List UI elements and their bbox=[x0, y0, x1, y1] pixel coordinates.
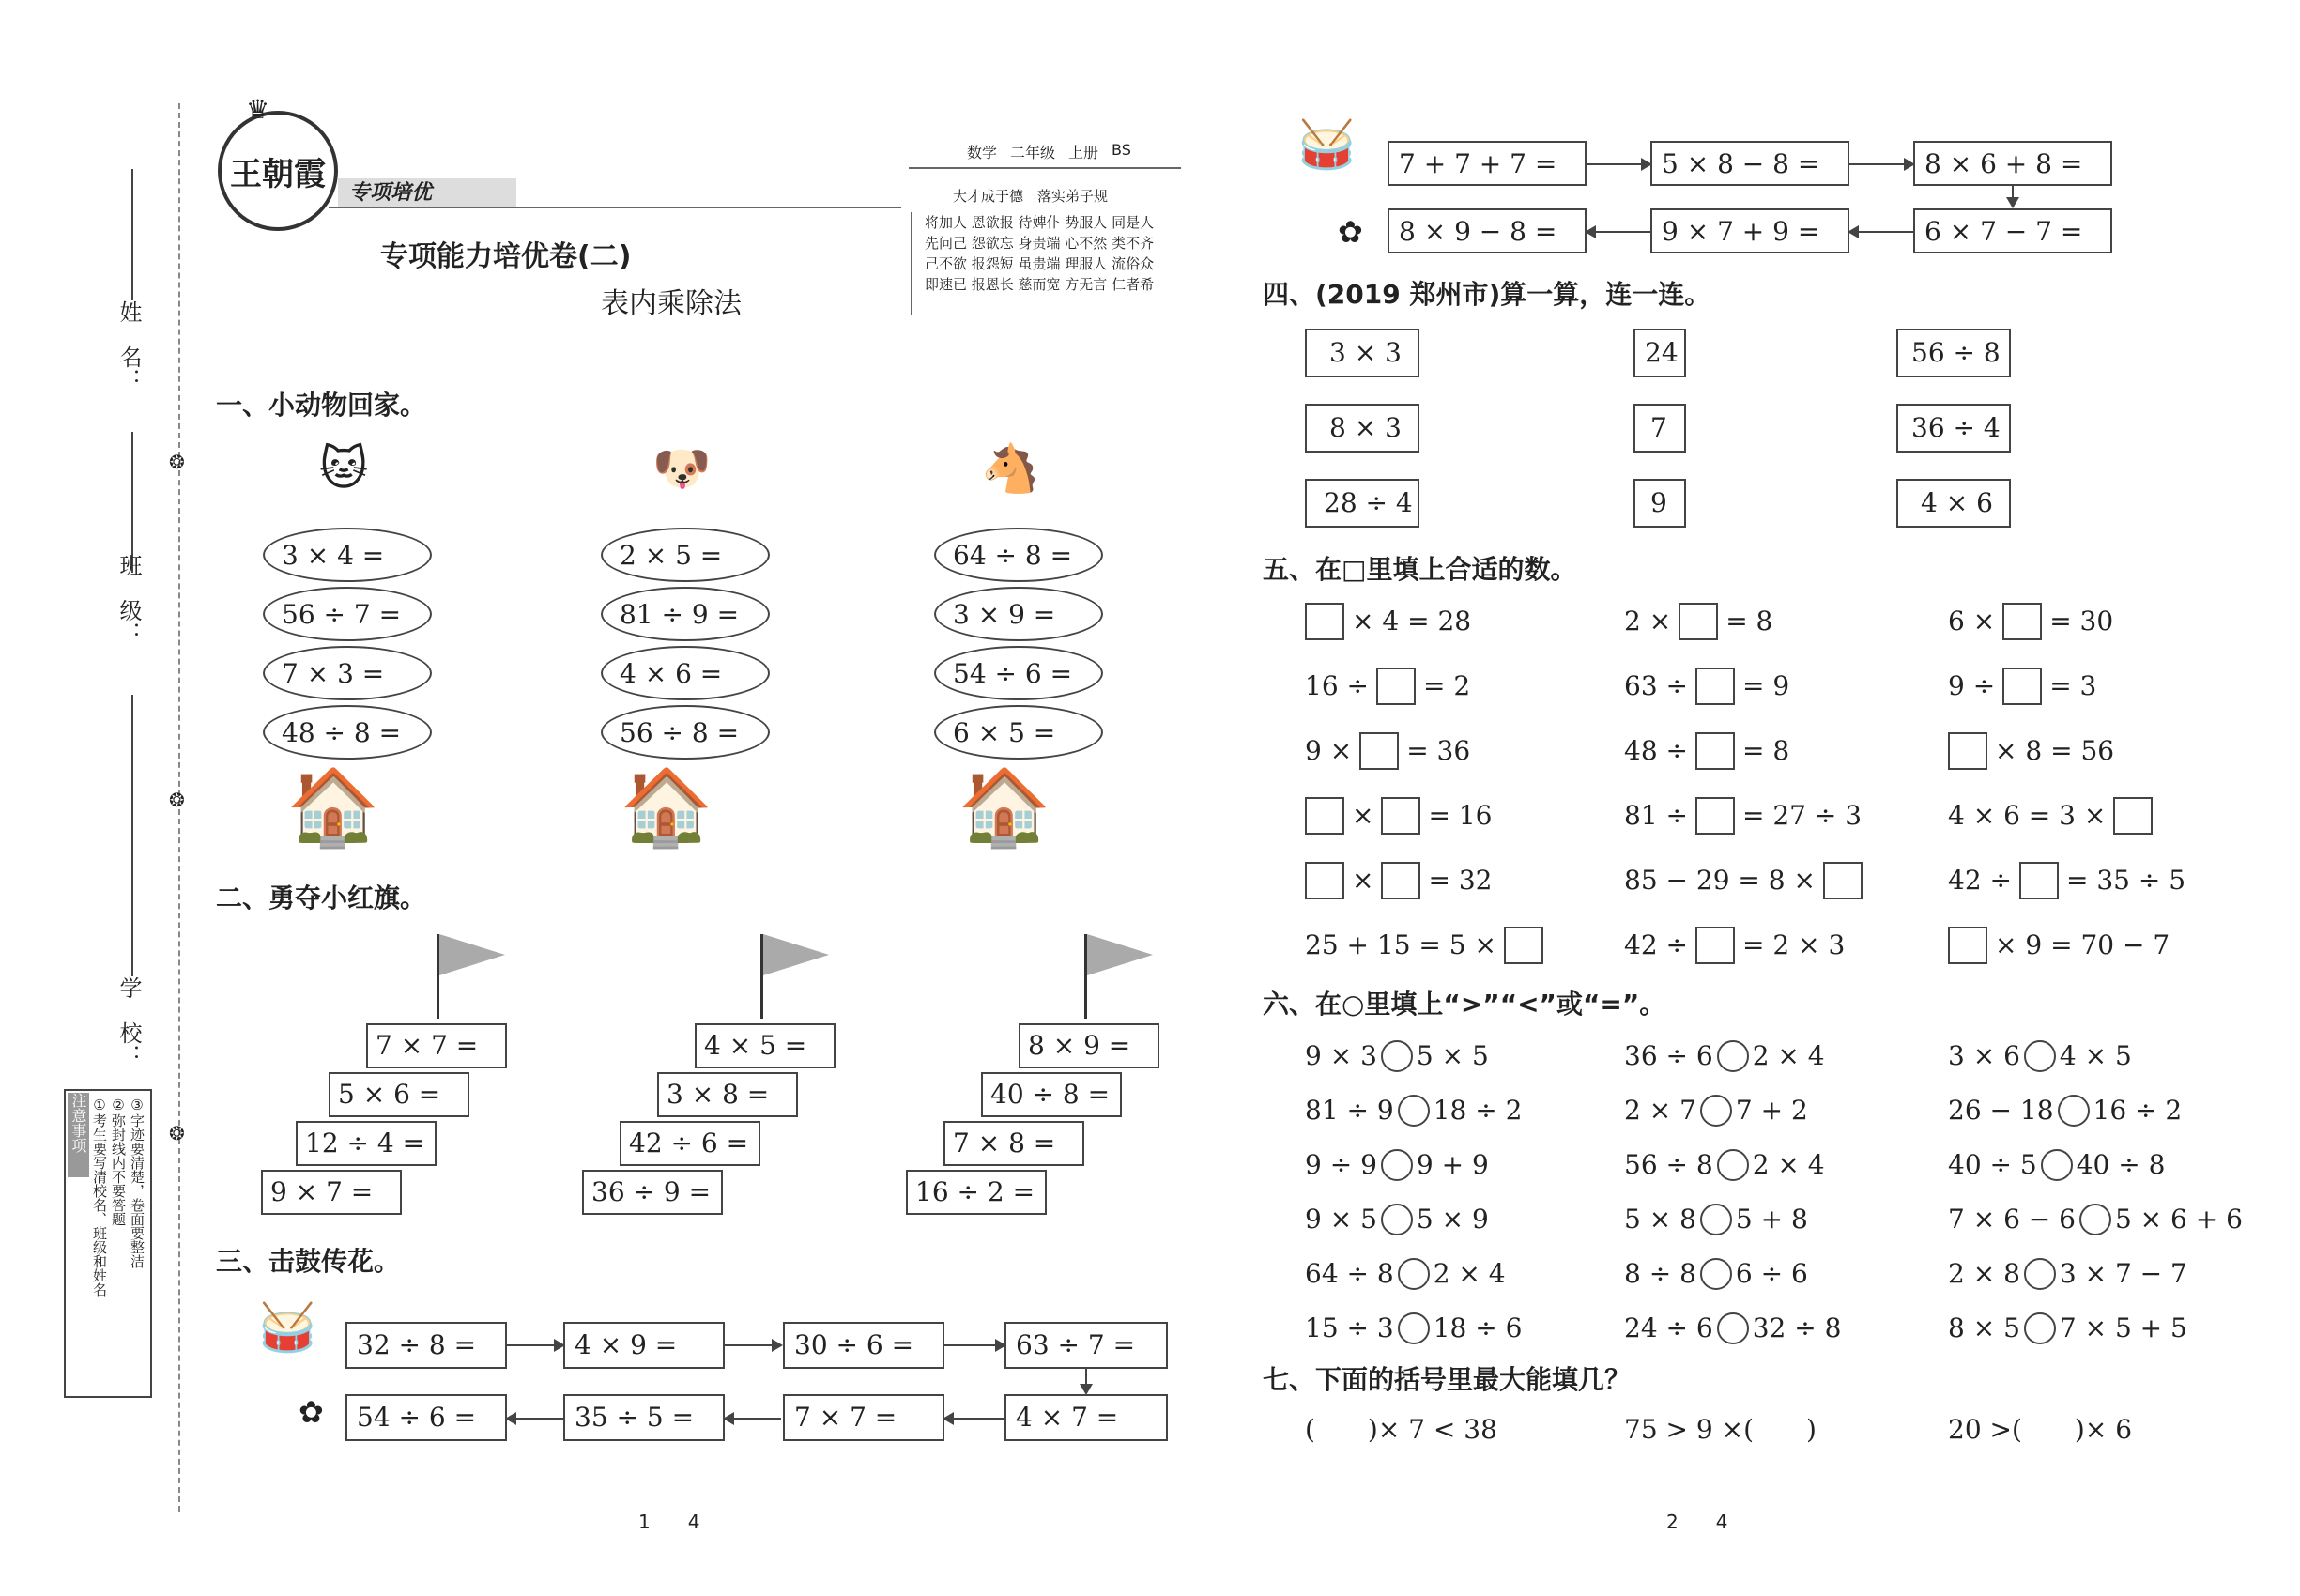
compare-circle[interactable] bbox=[1381, 1040, 1413, 1072]
arrow-right bbox=[944, 1344, 1004, 1346]
chain-box: 5 × 8 − 8 = bbox=[1650, 141, 1849, 186]
answer-box[interactable] bbox=[1376, 668, 1416, 705]
motto-col: 将加人 恩欲报 待婢仆 势服人 同是人 bbox=[925, 214, 1155, 231]
step-box: 42 ÷ 6 = bbox=[620, 1121, 760, 1166]
section4-heading: 四、(2019 郑州市)算一算，连一连。 bbox=[1263, 279, 1711, 310]
school-line bbox=[131, 695, 133, 976]
answer-box[interactable] bbox=[2002, 603, 2042, 640]
compare-item: 81 ÷ 9 18 ÷ 2 bbox=[1305, 1095, 1523, 1126]
dog-icon: 🐶 bbox=[652, 441, 712, 496]
flag-icon bbox=[763, 934, 829, 975]
fill-item: 25 + 15 = 5 × bbox=[1305, 927, 1551, 964]
chain-box: 54 ÷ 6 = bbox=[345, 1394, 507, 1441]
binding-hole-icon: ❂ bbox=[169, 1122, 185, 1144]
fill-item: 4 × 6 = 3 × bbox=[1948, 797, 2160, 835]
compare-circle[interactable] bbox=[2024, 1258, 2056, 1290]
note-3: ③字迹要清楚，卷面要整洁 bbox=[129, 1097, 146, 1268]
answer-box[interactable] bbox=[1381, 797, 1420, 835]
motto-col: 己不欲 报怨短 虽贵端 理服人 流俗众 bbox=[925, 255, 1155, 272]
answer-box[interactable] bbox=[1695, 668, 1735, 705]
compare-circle[interactable] bbox=[1700, 1258, 1732, 1290]
compare-item: 64 ÷ 8 2 × 4 bbox=[1305, 1258, 1506, 1289]
chain-box: 35 ÷ 5 = bbox=[563, 1394, 725, 1441]
step-box: 5 × 6 = bbox=[329, 1072, 469, 1117]
bracket-item[interactable]: ( )× 7 < 38 bbox=[1305, 1414, 1497, 1445]
section7-heading: 七、下面的括号里最大能填几？ bbox=[1263, 1364, 1632, 1395]
fill-item: × 8 = 56 bbox=[1948, 732, 2114, 770]
step-box: 9 × 7 = bbox=[261, 1170, 402, 1215]
chain-box: 9 × 7 + 9 = bbox=[1650, 208, 1849, 253]
answer-box[interactable] bbox=[1695, 797, 1735, 835]
logo-text: 王朝霞 bbox=[230, 155, 326, 193]
compare-item: 2 × 8 3 × 7 − 7 bbox=[1948, 1258, 2187, 1289]
arrow-left bbox=[507, 1418, 563, 1420]
compare-circle[interactable] bbox=[1700, 1095, 1732, 1127]
compare-item: 36 ÷ 6 2 × 4 bbox=[1624, 1040, 1825, 1071]
compare-item: 40 ÷ 5 40 ÷ 8 bbox=[1948, 1149, 2166, 1180]
section5-heading: 五、在□里填上合适的数。 bbox=[1263, 554, 1577, 585]
answer-box[interactable] bbox=[1305, 862, 1344, 899]
fill-item: 48 ÷ = 8 bbox=[1624, 732, 1789, 770]
answer-box[interactable] bbox=[1504, 927, 1543, 964]
compare-circle[interactable] bbox=[2024, 1040, 2056, 1072]
compare-item: 9 × 5 5 × 9 bbox=[1305, 1204, 1489, 1235]
step-box: 36 ÷ 9 = bbox=[582, 1170, 723, 1215]
fill-item: × = 32 bbox=[1305, 862, 1492, 899]
expr-oval: 56 ÷ 8 = bbox=[601, 705, 770, 760]
expr-oval: 7 × 3 = bbox=[263, 646, 432, 700]
compare-circle[interactable] bbox=[2079, 1204, 2111, 1235]
compare-circle[interactable] bbox=[1381, 1149, 1413, 1181]
answer-box[interactable] bbox=[1695, 732, 1735, 770]
fill-item: 63 ÷ = 9 bbox=[1624, 668, 1789, 705]
compare-item: 56 ÷ 8 2 × 4 bbox=[1624, 1149, 1825, 1180]
page-number-right: 2 4 bbox=[1666, 1511, 1728, 1533]
crown-icon: ♛ bbox=[246, 94, 270, 125]
answer-box[interactable] bbox=[1948, 927, 1987, 964]
motto-col: 先问己 怨欲忘 身贵端 心不然 类不齐 bbox=[925, 235, 1155, 252]
expr-oval: 3 × 9 = bbox=[934, 587, 1103, 641]
name-line bbox=[131, 169, 133, 300]
step-box: 40 ÷ 8 = bbox=[981, 1072, 1122, 1117]
meta-rule bbox=[909, 167, 1181, 169]
house-icon: 🏠 bbox=[286, 763, 380, 851]
compare-circle[interactable] bbox=[1717, 1040, 1749, 1072]
class-line bbox=[131, 432, 133, 573]
answer-box[interactable] bbox=[1359, 732, 1399, 770]
arrow-left bbox=[944, 1418, 1004, 1420]
compare-item: 8 × 5 7 × 5 + 5 bbox=[1948, 1312, 2187, 1343]
fill-item: 42 ÷ = 2 × 3 bbox=[1624, 927, 1845, 964]
house-icon: 🏠 bbox=[620, 763, 713, 851]
house-icon: 🏠 bbox=[958, 763, 1051, 851]
compare-item: 3 × 6 4 × 5 bbox=[1948, 1040, 2132, 1071]
answer-box[interactable] bbox=[1381, 862, 1420, 899]
section6-heading: 六、在○里填上“>”“<”或“=”。 bbox=[1263, 989, 1666, 1020]
chain-box: 63 ÷ 7 = bbox=[1004, 1322, 1168, 1369]
meta-term: 上册 bbox=[1068, 144, 1099, 161]
drummer-icon: 🥁 bbox=[1297, 117, 1357, 172]
compare-item: 26 − 18 16 ÷ 2 bbox=[1948, 1095, 2183, 1126]
section1-heading: 一、小动物回家。 bbox=[216, 390, 427, 421]
drummer-icon: 🥁 bbox=[258, 1300, 317, 1355]
compare-circle[interactable] bbox=[2041, 1149, 2073, 1181]
arrow-right bbox=[725, 1344, 781, 1346]
step-box: 16 ÷ 2 = bbox=[906, 1170, 1047, 1215]
chain-box: 8 × 6 + 8 = bbox=[1913, 141, 2112, 186]
motto-col: 即速已 报恩长 慈而宽 方无言 仁者希 bbox=[925, 276, 1155, 293]
fill-item: 85 − 29 = 8 × bbox=[1624, 862, 1870, 899]
answer-box[interactable] bbox=[2113, 797, 2153, 835]
compare-item: 5 × 8 5 + 8 bbox=[1624, 1204, 1808, 1235]
fill-item: 42 ÷ = 35 ÷ 5 bbox=[1948, 862, 2185, 899]
flag-icon bbox=[439, 934, 505, 975]
arrow-right bbox=[1587, 163, 1650, 165]
notes-box bbox=[64, 1089, 152, 1398]
answer-box[interactable] bbox=[2019, 862, 2059, 899]
fill-item: × 9 = 70 − 7 bbox=[1948, 927, 2170, 964]
motto-block bbox=[925, 212, 1188, 295]
answer-box[interactable] bbox=[1948, 732, 1987, 770]
chain-box: 32 ÷ 8 = bbox=[345, 1322, 507, 1369]
compare-circle[interactable] bbox=[2058, 1095, 2090, 1127]
compare-circle[interactable] bbox=[1398, 1095, 1430, 1127]
match-box: 7 bbox=[1633, 404, 1686, 453]
fill-item: × = 16 bbox=[1305, 797, 1492, 835]
header-rule bbox=[329, 207, 901, 208]
compare-item: 24 ÷ 6 32 ÷ 8 bbox=[1624, 1312, 1842, 1343]
chain-box: 4 × 9 = bbox=[563, 1322, 725, 1369]
step-box: 4 × 5 = bbox=[695, 1023, 836, 1068]
arrow-left bbox=[1587, 231, 1650, 233]
expr-oval: 3 × 4 = bbox=[263, 528, 432, 582]
section3-heading: 三、击鼓传花。 bbox=[216, 1246, 401, 1277]
meta-grade: 二年级 bbox=[1010, 144, 1056, 161]
fill-item: × 4 = 28 bbox=[1305, 603, 1471, 640]
expr-oval: 64 ÷ 8 = bbox=[934, 528, 1103, 582]
compare-circle[interactable] bbox=[2024, 1312, 2056, 1344]
answer-box[interactable] bbox=[1679, 603, 1718, 640]
arrow-down bbox=[2012, 186, 2014, 207]
page-number-left: 1 4 bbox=[638, 1511, 700, 1533]
step-box: 12 ÷ 4 = bbox=[296, 1121, 437, 1166]
step-box: 8 × 9 = bbox=[1019, 1023, 1159, 1068]
fill-item: 9 ÷ = 3 bbox=[1948, 668, 2096, 705]
motto-rule bbox=[911, 212, 912, 315]
expr-oval: 6 × 5 = bbox=[934, 705, 1103, 760]
chain-box: 6 × 7 − 7 = bbox=[1913, 208, 2112, 253]
expr-oval: 56 ÷ 7 = bbox=[263, 587, 432, 641]
match-box: 28 ÷ 4 bbox=[1305, 479, 1419, 528]
expr-oval: 4 × 6 = bbox=[601, 646, 770, 700]
expr-oval: 2 × 5 = bbox=[601, 528, 770, 582]
flower-icon: ✿ bbox=[1338, 214, 1363, 250]
answer-box[interactable] bbox=[1823, 862, 1863, 899]
page-title: 专项能力培优卷(二) bbox=[380, 240, 632, 273]
compare-circle[interactable] bbox=[1381, 1204, 1413, 1235]
answer-box[interactable] bbox=[1305, 603, 1344, 640]
expr-oval: 54 ÷ 6 = bbox=[934, 646, 1103, 700]
compare-item: 8 ÷ 8 6 ÷ 6 bbox=[1624, 1258, 1808, 1289]
step-box: 3 × 8 = bbox=[657, 1072, 798, 1117]
note-2: ②弥封线内不要答题 bbox=[110, 1097, 127, 1226]
fill-item: 6 × = 30 bbox=[1948, 603, 2113, 640]
section2-heading: 二、勇夺小红旗。 bbox=[216, 882, 427, 913]
chain-box: 8 × 9 − 8 = bbox=[1388, 208, 1587, 253]
expr-oval: 48 ÷ 8 = bbox=[263, 705, 432, 760]
meta-edition: BS bbox=[1112, 141, 1131, 159]
match-box: 56 ÷ 8 bbox=[1896, 329, 2011, 377]
meta-subject: 数学 bbox=[967, 144, 998, 161]
step-box: 7 × 7 = bbox=[366, 1023, 507, 1068]
compare-circle[interactable] bbox=[1398, 1312, 1430, 1344]
chain-box: 4 × 7 = bbox=[1004, 1394, 1168, 1441]
match-box: 4 × 6 bbox=[1896, 479, 2011, 528]
answer-box[interactable] bbox=[1695, 927, 1735, 964]
compare-item: 9 ÷ 9 9 + 9 bbox=[1305, 1149, 1489, 1180]
name-label: 姓 名： bbox=[115, 300, 142, 391]
compare-item: 9 × 3 5 × 5 bbox=[1305, 1040, 1489, 1071]
note-1: ①考生要写清校名、班级和姓名 bbox=[91, 1097, 108, 1297]
fill-item: 2 × = 8 bbox=[1624, 603, 1772, 640]
answer-box[interactable] bbox=[1305, 797, 1344, 835]
cat-icon: 🐱 bbox=[319, 441, 369, 496]
compare-circle[interactable] bbox=[1700, 1204, 1732, 1235]
compare-circle[interactable] bbox=[1717, 1312, 1749, 1344]
answer-box[interactable] bbox=[2002, 668, 2042, 705]
chain-box: 7 × 7 = bbox=[783, 1394, 944, 1441]
match-box: 3 × 3 bbox=[1305, 329, 1419, 377]
arrow-left bbox=[1849, 231, 1913, 233]
meta-tags bbox=[967, 141, 1131, 162]
arrow-right bbox=[1849, 163, 1913, 165]
fill-item: 81 ÷ = 27 ÷ 3 bbox=[1624, 797, 1862, 835]
badge: 专项培优 bbox=[338, 178, 516, 208]
match-box: 8 × 3 bbox=[1305, 404, 1419, 453]
notes-title: 注意事项 bbox=[68, 1093, 89, 1177]
class-label: 班 级： bbox=[115, 554, 142, 644]
binding-hole-icon: ❂ bbox=[169, 451, 185, 473]
flag-icon bbox=[1087, 934, 1153, 975]
fill-item: 9 × = 36 bbox=[1305, 732, 1470, 770]
compare-circle[interactable] bbox=[1717, 1149, 1749, 1181]
binding-hole-icon: ❂ bbox=[169, 789, 185, 811]
arrow-down bbox=[1085, 1369, 1087, 1393]
match-box: 36 ÷ 4 bbox=[1896, 404, 2011, 453]
motto-line: 大才成于德 落实弟子规 bbox=[953, 188, 1109, 205]
school-label: 学 校： bbox=[115, 976, 142, 1067]
arrow-left bbox=[725, 1418, 781, 1420]
step-box: 7 × 8 = bbox=[943, 1121, 1084, 1166]
horse-icon: 🐴 bbox=[981, 441, 1040, 496]
bracket-item[interactable]: 20 >( )× 6 bbox=[1948, 1414, 2133, 1445]
compare-item: 7 × 6 − 6 5 × 6 + 6 bbox=[1948, 1204, 2243, 1235]
chain-box: 30 ÷ 6 = bbox=[783, 1322, 944, 1369]
chain-box: 7 + 7 + 7 = bbox=[1388, 141, 1587, 186]
arrow-right bbox=[507, 1344, 563, 1346]
flower-icon: ✿ bbox=[299, 1394, 324, 1430]
bracket-item[interactable]: 75 > 9 ×( ) bbox=[1624, 1414, 1817, 1445]
match-box: 9 bbox=[1633, 479, 1686, 528]
compare-item: 2 × 7 7 + 2 bbox=[1624, 1095, 1808, 1126]
compare-item: 15 ÷ 3 18 ÷ 6 bbox=[1305, 1312, 1523, 1343]
fill-item: 16 ÷ = 2 bbox=[1305, 668, 1470, 705]
expr-oval: 81 ÷ 9 = bbox=[601, 587, 770, 641]
compare-circle[interactable] bbox=[1398, 1258, 1430, 1290]
page-subtitle: 表内乘除法 bbox=[601, 287, 742, 320]
brand-logo bbox=[218, 111, 338, 231]
match-box: 24 bbox=[1633, 329, 1686, 377]
